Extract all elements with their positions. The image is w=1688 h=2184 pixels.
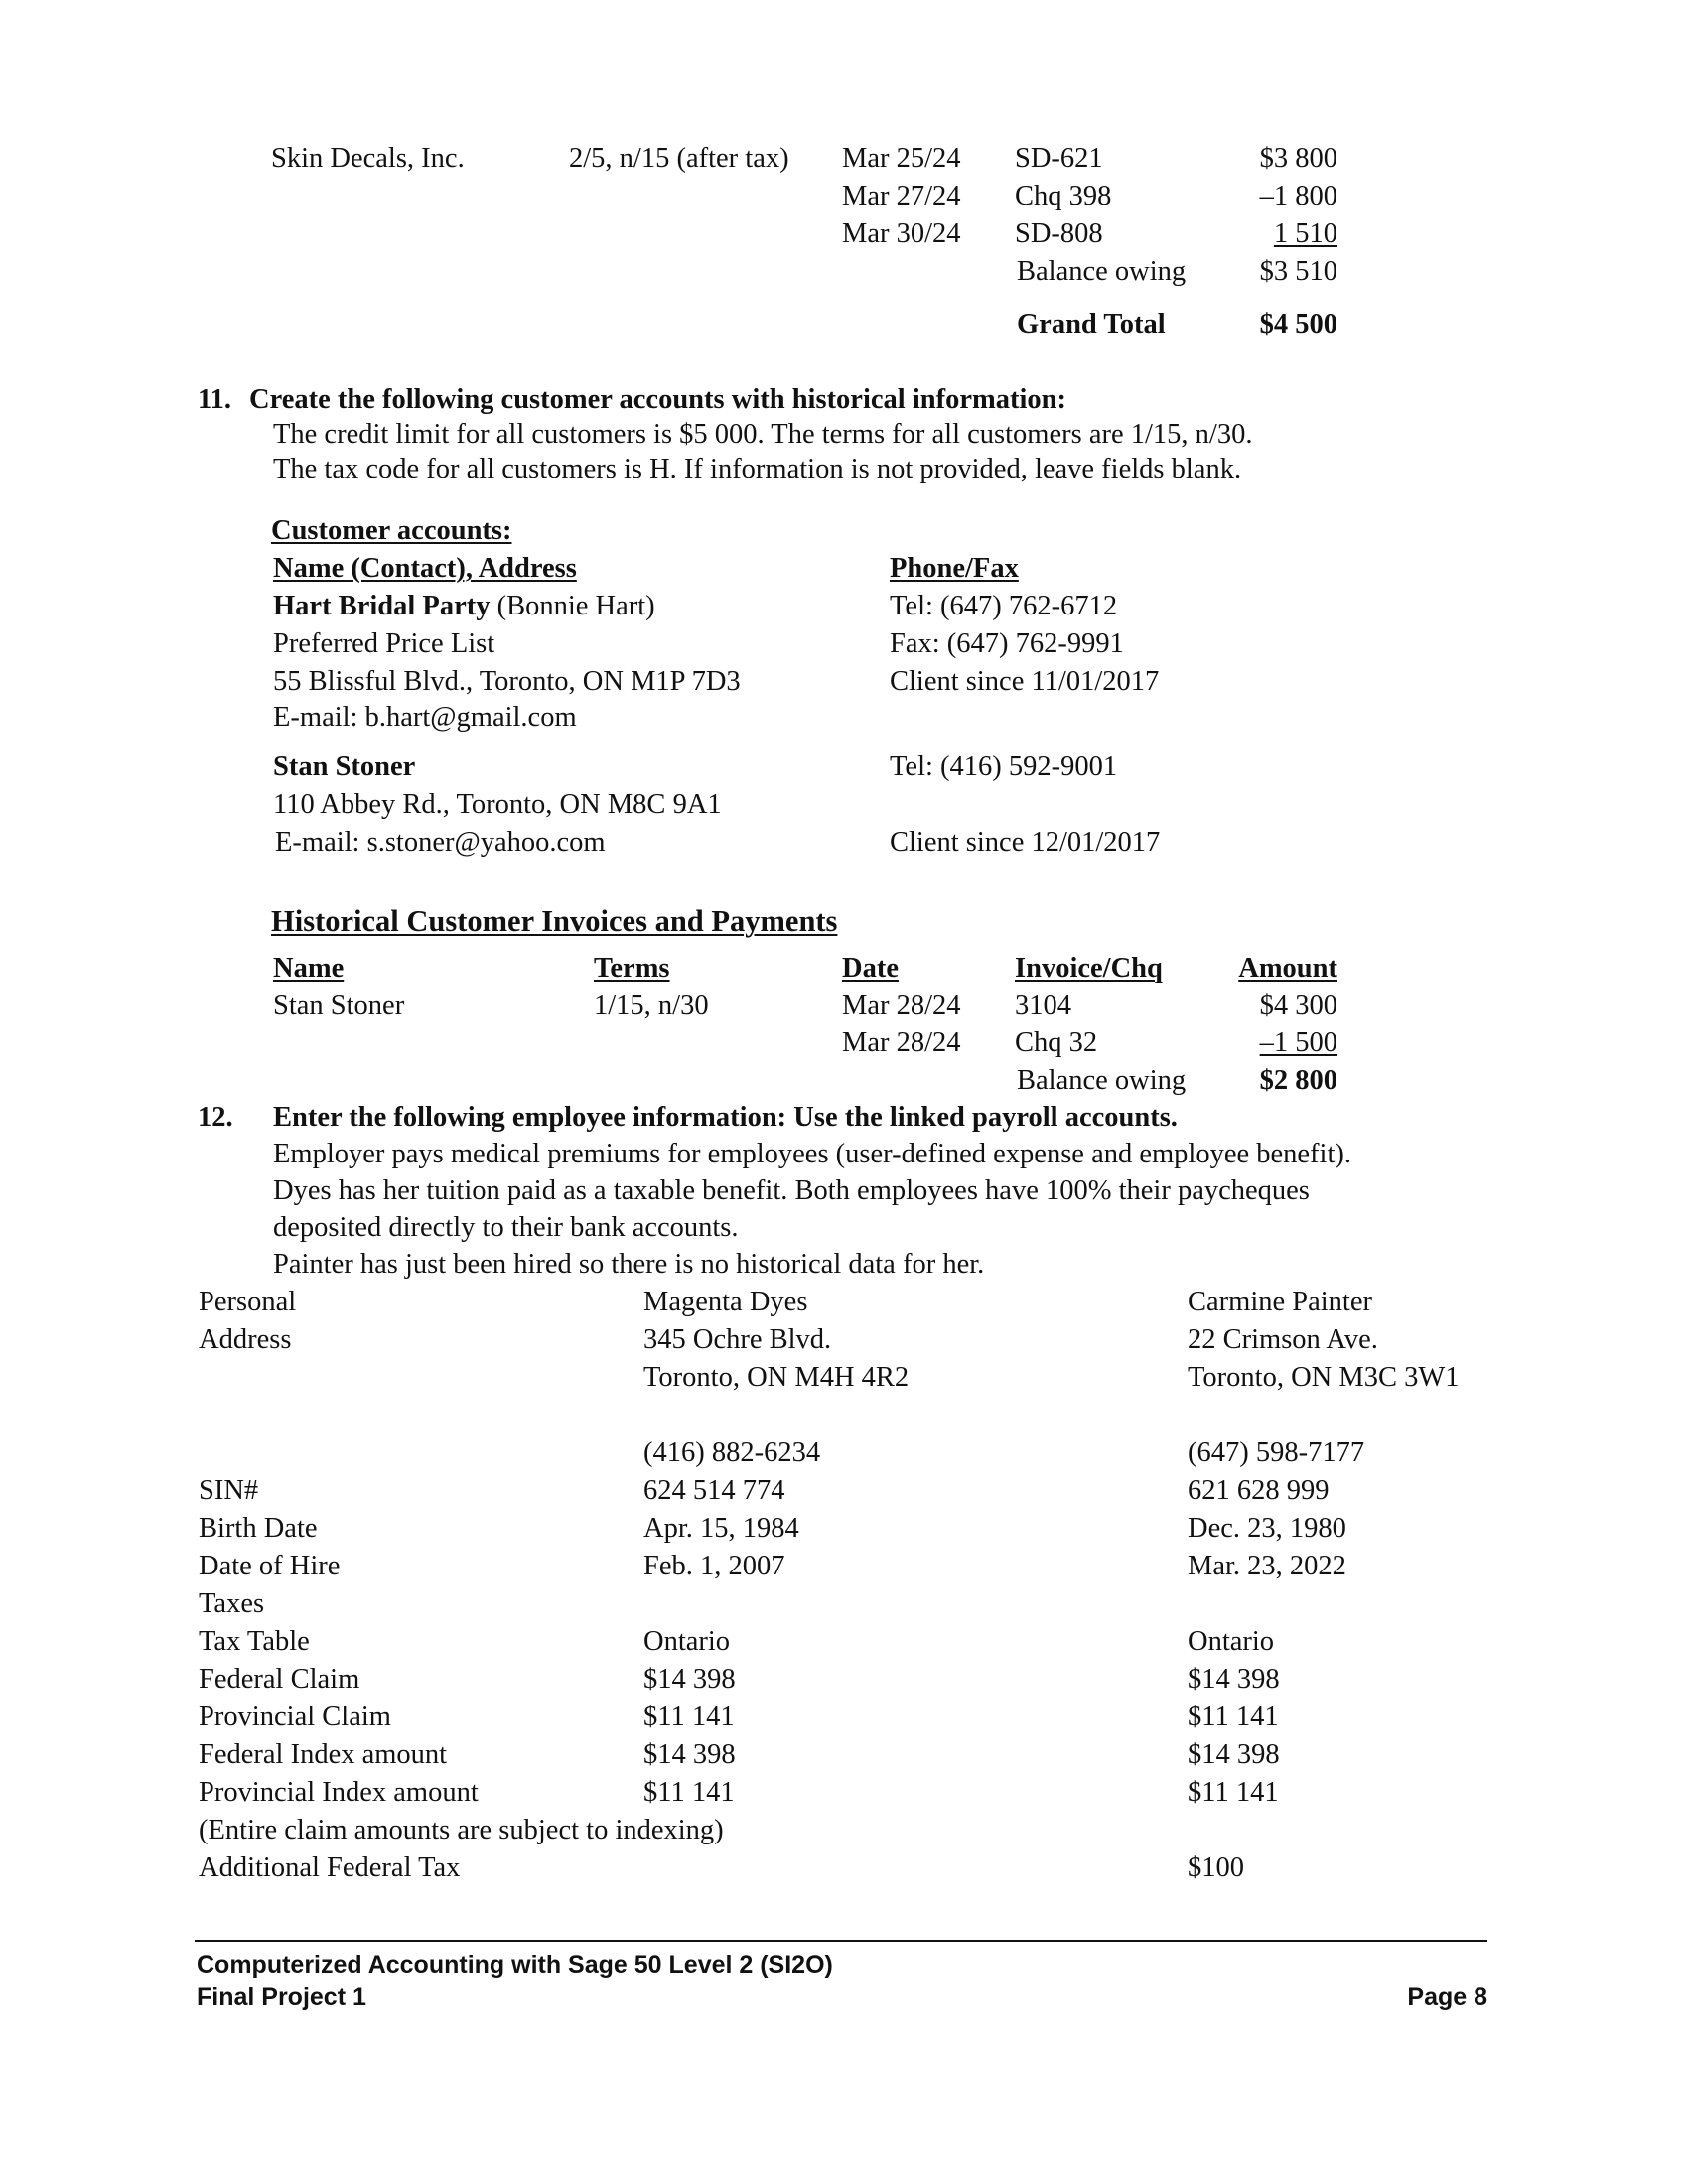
supplier-row-amount: $3 800 <box>1259 143 1337 174</box>
hist-row-date: Mar 28/24 <box>842 990 961 1021</box>
employee-2-value: Toronto, ON M3C 3W1 <box>1188 1362 1460 1393</box>
hist-balance: $2 800 <box>1259 1065 1337 1096</box>
employee-2-value: (647) 598-7177 <box>1188 1437 1365 1468</box>
employee-field-label: Birth Date <box>199 1513 318 1544</box>
section-11-text: The credit limit for all customers is $5 000. The terms for all customers are 1/15, n/30. <box>273 419 1253 450</box>
employee-2-value: $14 398 <box>1188 1664 1280 1695</box>
customer-accounts-title: Customer accounts: <box>271 515 512 546</box>
hist-header-amount: Amount <box>1238 953 1337 984</box>
customer-name: Hart Bridal Party <box>273 591 491 621</box>
footer-rule <box>195 1940 1487 1942</box>
footer-page-number: Page 8 <box>1407 1983 1487 2011</box>
employee-1-value: Apr. 15, 1984 <box>643 1513 799 1544</box>
supplier-row-ref: Chq 398 <box>1015 181 1112 211</box>
supplier-row-date: Mar 25/24 <box>842 143 961 174</box>
customer-address: 55 Blissful Blvd., Toronto, ON M1P 7D3 <box>273 666 741 697</box>
section-12-text: Dyes has her tuition paid as a taxable benefit. Both employees have 100% their paycheques <box>273 1175 1310 1206</box>
supplier-terms: 2/5, n/15 (after tax) <box>569 143 789 174</box>
supplier-balance-label: Balance owing <box>1017 256 1187 287</box>
employee-field-label: Personal <box>199 1287 297 1317</box>
employee-1-value: Toronto, ON M4H 4R2 <box>643 1362 910 1393</box>
employee-2-value: Carmine Painter <box>1188 1287 1372 1317</box>
hist-header-date: Date <box>842 953 899 984</box>
hist-header-ref: Invoice/Chq <box>1015 953 1163 984</box>
customer-contact: (Bonnie Hart) <box>490 591 655 621</box>
employee-1-value: (416) 882-6234 <box>643 1437 821 1468</box>
customer-name-line <box>273 593 655 621</box>
hist-row-date: Mar 28/24 <box>842 1027 961 1058</box>
hist-balance-label: Balance owing <box>1017 1065 1187 1096</box>
hist-row-amount: –1 500 <box>1259 1027 1337 1058</box>
supplier-row-ref: SD-808 <box>1015 218 1103 249</box>
employee-2-value: Mar. 23, 2022 <box>1188 1551 1346 1581</box>
employee-field-label: Provincial Claim <box>199 1702 391 1732</box>
employee-field-label: Additional Federal Tax <box>199 1852 461 1883</box>
section-11-text: The tax code for all customers is H. If information is not provided, leave fields blank. <box>273 454 1242 484</box>
employee-1-value: 624 514 774 <box>643 1475 785 1506</box>
section-12-text: Painter has just been hired so there is no historical data for her. <box>273 1249 985 1280</box>
customer-email: E-mail: s.stoner@yahoo.com <box>275 827 606 858</box>
employee-2-value: Dec. 23, 1980 <box>1188 1513 1346 1544</box>
employee-field-label: Federal Index amount <box>199 1739 448 1770</box>
section-11-number: 11. <box>198 384 232 415</box>
employee-1-value: $11 141 <box>643 1777 735 1808</box>
section-11-heading: Create the following customer accounts with historical information: <box>249 384 1066 415</box>
employee-1-value: $14 398 <box>643 1664 736 1695</box>
employee-2-value: $100 <box>1188 1852 1244 1883</box>
employee-2-value: $11 141 <box>1188 1777 1279 1808</box>
customer-tel: Tel: (647) 762-6712 <box>890 591 1118 621</box>
employee-1-value: $14 398 <box>643 1739 736 1770</box>
employee-field-label: Date of Hire <box>199 1551 341 1581</box>
customer-since: Client since 11/01/2017 <box>890 666 1160 697</box>
supplier-balance: $3 510 <box>1259 256 1337 287</box>
grand-total-label: Grand Total <box>1017 309 1166 340</box>
supplier-row-amount: –1 800 <box>1259 181 1337 211</box>
historical-title: Historical Customer Invoices and Payments <box>271 904 838 938</box>
supplier-name: Skin Decals, Inc. <box>271 143 465 174</box>
section-12-text: deposited directly to their bank accounts. <box>273 1212 739 1243</box>
customer-fax: Fax: (647) 762-9991 <box>890 628 1124 659</box>
employee-2-value: 22 Crimson Ave. <box>1188 1324 1378 1355</box>
supplier-row-ref: SD-621 <box>1015 143 1103 174</box>
supplier-row-amount: 1 510 <box>1273 218 1337 249</box>
section-12-number: 12. <box>198 1102 233 1133</box>
footer-course-title: Computerized Accounting with Sage 50 Level 2 (SI2O) <box>197 1951 833 1979</box>
hist-row-name: Stan Stoner <box>273 990 405 1021</box>
hist-row-terms: 1/15, n/30 <box>594 990 709 1021</box>
customer-email: E-mail: b.hart@gmail.com <box>273 702 577 733</box>
col-header-phone: Phone/Fax <box>890 553 1019 584</box>
employee-field-label: Taxes <box>199 1588 265 1619</box>
employee-2-value: $11 141 <box>1188 1702 1279 1732</box>
employee-field-label: Federal Claim <box>199 1664 360 1695</box>
employee-field-label: Provincial Index amount <box>199 1777 479 1808</box>
employee-1-value: $11 141 <box>643 1702 735 1732</box>
footer-project-title: Final Project 1 <box>197 1983 366 2011</box>
employee-1-value: 345 Ochre Blvd. <box>643 1324 832 1355</box>
employee-indexing-note: (Entire claim amounts are subject to indexing) <box>199 1815 724 1845</box>
employee-field-label: SIN# <box>199 1475 259 1506</box>
supplier-row-date: Mar 30/24 <box>842 218 961 249</box>
grand-total: $4 500 <box>1259 309 1337 340</box>
employee-2-value: Ontario <box>1188 1626 1275 1657</box>
customer-address: 110 Abbey Rd., Toronto, ON M8C 9A1 <box>273 789 722 820</box>
employee-field-label: Tax Table <box>199 1626 310 1657</box>
employee-field-label: Address <box>199 1324 292 1355</box>
customer-since: Client since 12/01/2017 <box>890 827 1161 858</box>
hist-header-terms: Terms <box>594 953 670 984</box>
employee-2-value: $14 398 <box>1188 1739 1280 1770</box>
customer-name: Stan Stoner <box>273 751 416 782</box>
employee-1-value: Ontario <box>643 1626 731 1657</box>
hist-row-amount: $4 300 <box>1259 990 1337 1021</box>
employee-1-value: Feb. 1, 2007 <box>643 1551 785 1581</box>
customer-price-list: Preferred Price List <box>273 628 495 659</box>
col-header-name: Name (Contact), Address <box>273 553 577 584</box>
hist-row-ref: 3104 <box>1015 990 1071 1021</box>
employee-1-value: Magenta Dyes <box>643 1287 808 1317</box>
employee-2-value: 621 628 999 <box>1188 1475 1330 1506</box>
supplier-row-date: Mar 27/24 <box>842 181 961 211</box>
hist-header-name: Name <box>273 953 345 984</box>
hist-row-ref: Chq 32 <box>1015 1027 1098 1058</box>
customer-tel: Tel: (416) 592-9001 <box>890 751 1118 782</box>
section-12-heading: Enter the following employee information: Use the linked payroll accounts. <box>273 1102 1178 1133</box>
section-12-text: Employer pays medical premiums for employees (user-defined expense and employee benefit). <box>273 1139 1351 1169</box>
